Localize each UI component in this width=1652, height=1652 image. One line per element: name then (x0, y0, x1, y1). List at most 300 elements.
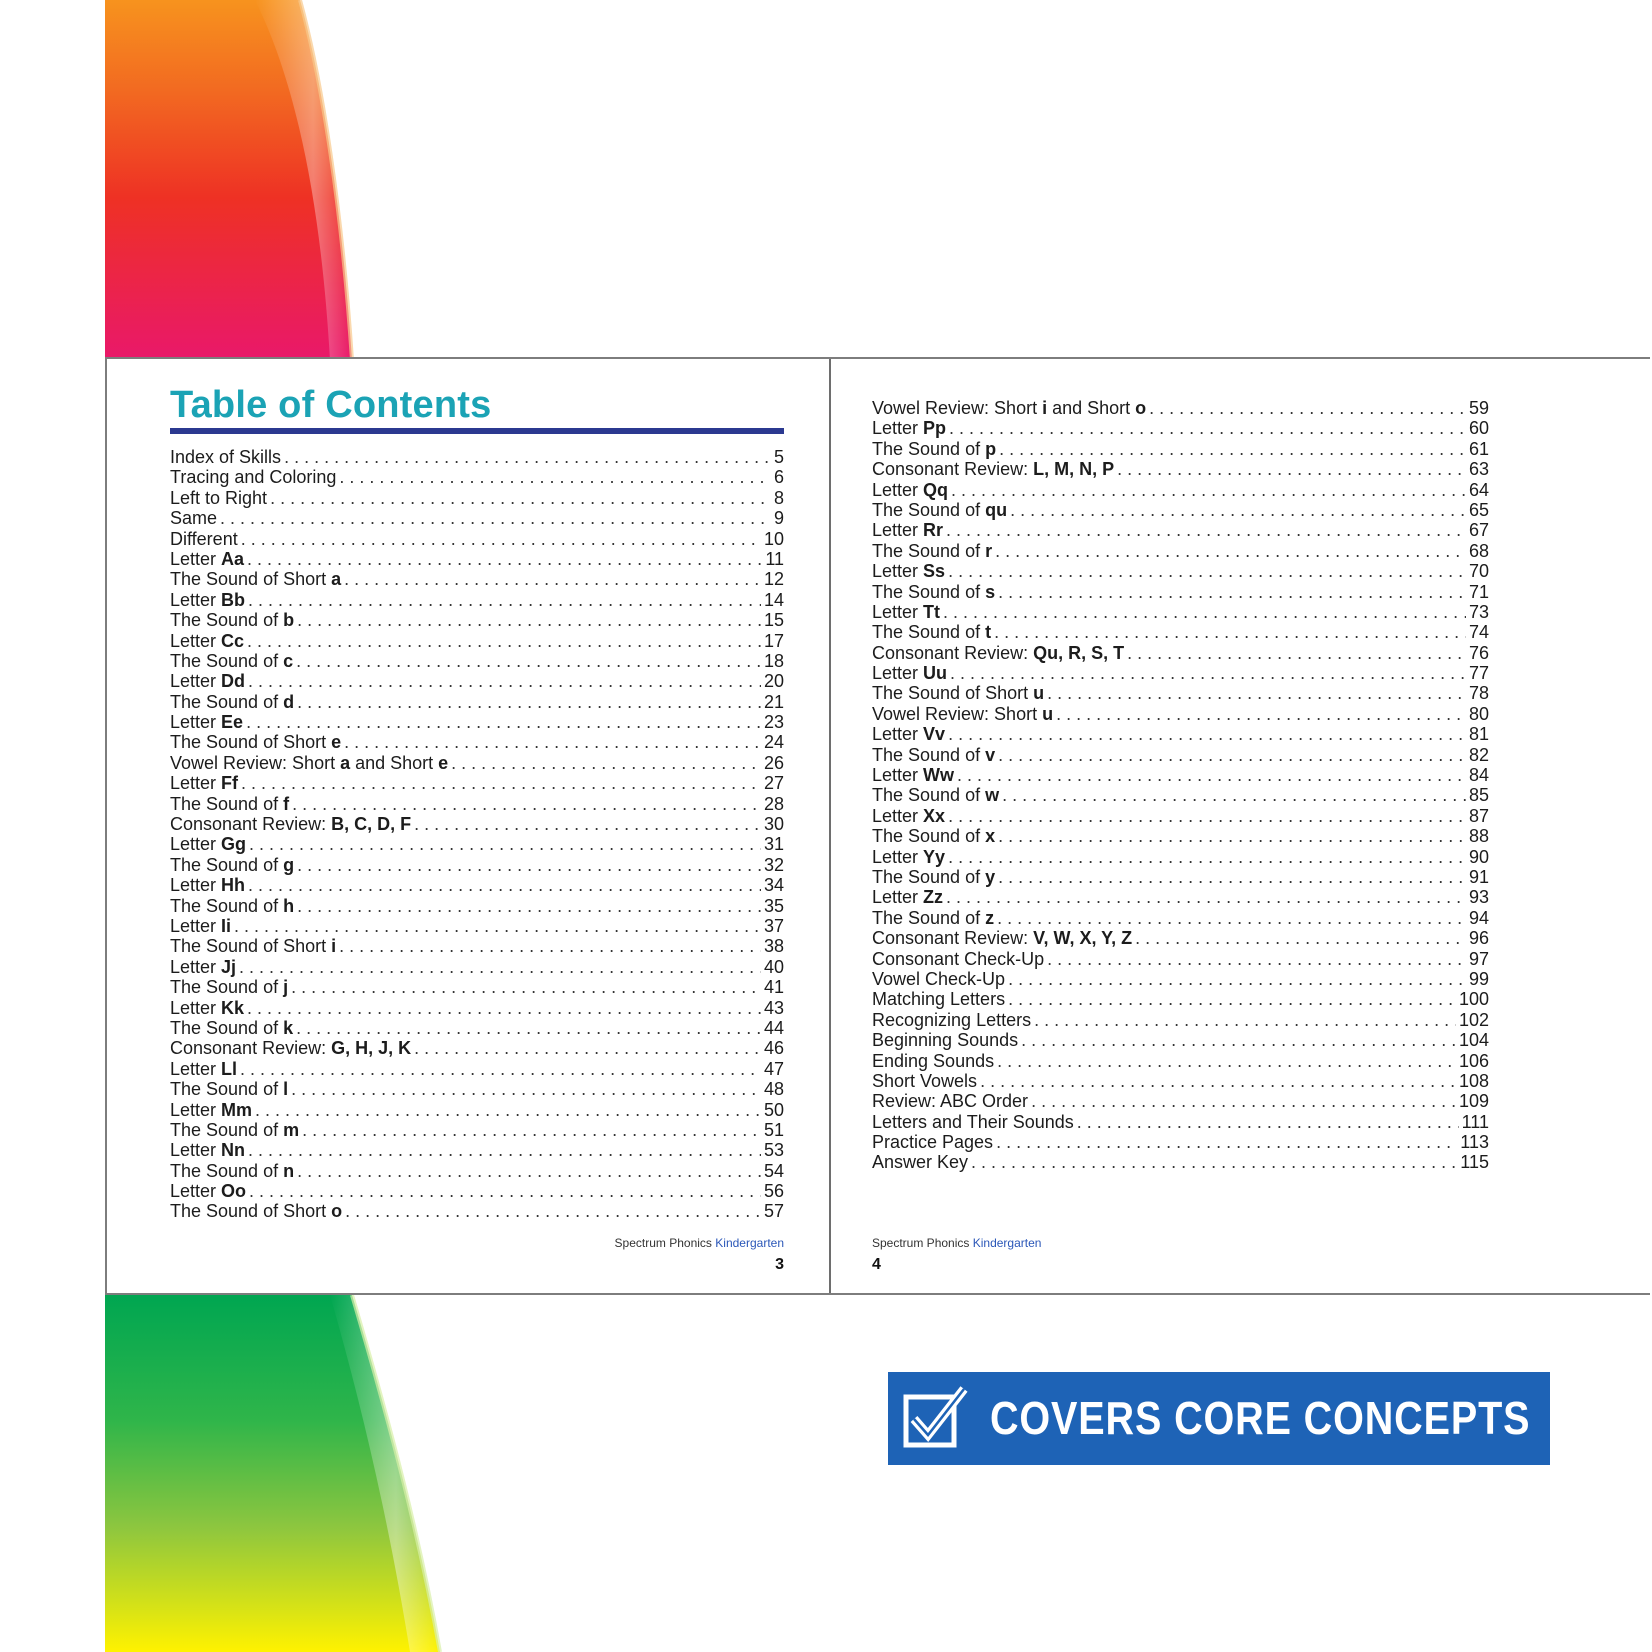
dot-leader (414, 1038, 761, 1058)
toc-entry-emphasis: Bb (221, 589, 246, 610)
toc-entry-label (872, 785, 999, 805)
dot-leader (220, 508, 771, 528)
toc-entry (170, 549, 784, 569)
toc-entry (872, 520, 1489, 540)
footer-series: Spectrum Phonics (872, 1236, 970, 1250)
toc-entry-emphasis: w (985, 785, 1000, 806)
toc-entry-text: and Short (350, 752, 439, 773)
toc-entry-text: The Sound of (170, 1017, 284, 1038)
toc-entry-page: 80 (1468, 703, 1489, 724)
toc-entry-label (872, 480, 948, 500)
footer-grade: Kindergarten (972, 1236, 1042, 1250)
toc-entry (872, 745, 1489, 765)
toc-entry-text: Vowel Check-Up (872, 968, 1006, 989)
toc-entry-page: 30 (763, 814, 784, 835)
toc-entry-text: The Sound of (170, 650, 284, 671)
dot-leader (1002, 785, 1466, 805)
toc-entry-emphasis: h (283, 895, 295, 916)
dot-leader (339, 467, 771, 487)
toc-entry-page: 90 (1468, 846, 1489, 867)
toc-entry-page: 88 (1468, 826, 1489, 847)
toc-entry-label (872, 826, 995, 846)
toc-entry-emphasis: y (985, 866, 996, 887)
toc-entry-page: 104 (1458, 1030, 1489, 1051)
toc-entry-text: Different (170, 528, 238, 549)
toc-entry-page: 14 (763, 589, 784, 610)
toc-entry-page: 41 (763, 977, 784, 998)
toc-entry-page: 100 (1458, 989, 1489, 1010)
dot-leader (1077, 1112, 1459, 1132)
toc-entry-emphasis: Oo (221, 1181, 247, 1202)
toc-entry-label (872, 582, 995, 602)
toc-entry-label (872, 1010, 1031, 1030)
dot-leader (1135, 928, 1466, 948)
dot-leader (943, 602, 1466, 622)
dot-leader (1021, 1030, 1456, 1050)
toc-entry-text: Letter (170, 875, 222, 896)
toc-entry (872, 806, 1489, 826)
toc-entry-page: 70 (1468, 561, 1489, 582)
toc-entry-label (170, 896, 294, 916)
dot-leader (1149, 398, 1466, 418)
toc-entry-text: The Sound of (872, 499, 986, 520)
badge-text: COVERS CORE CONCEPTS (990, 1392, 1531, 1444)
toc-entry-text: Letter (170, 1099, 222, 1120)
toc-entry-page: 18 (763, 650, 784, 671)
toc-entry-label (872, 683, 1044, 703)
toc-entry-page: 56 (763, 1181, 784, 1202)
toc-entry-label (170, 1201, 342, 1221)
toc-entry-text: The Sound of Short (170, 732, 332, 753)
dot-leader (239, 957, 761, 977)
toc-entry (170, 977, 784, 997)
toc-entry (170, 590, 784, 610)
toc-entry-page: 12 (763, 569, 784, 590)
toc-entry-label (170, 773, 238, 793)
toc-entry-emphasis: j (283, 977, 289, 998)
toc-entry-label (170, 447, 281, 467)
toc-entry-label (872, 459, 1114, 479)
toc-entry-text: Consonant Review: (170, 1038, 332, 1059)
dot-leader (296, 651, 761, 671)
toc-entry (872, 1152, 1489, 1172)
toc-entry-emphasis: Zz (923, 887, 944, 908)
toc-entry-text: Consonant Review: (872, 928, 1034, 949)
toc-entry-emphasis: a (340, 752, 351, 773)
toc-entry-label (170, 569, 341, 589)
toc-entry-emphasis: v (985, 744, 996, 765)
toc-entry-label (170, 1100, 252, 1120)
toc-entry-label (170, 590, 245, 610)
toc-entry-emphasis: o (331, 1201, 343, 1222)
toc-entry-page: 84 (1468, 765, 1489, 786)
toc-entry-emphasis: p (985, 438, 997, 459)
toc-entry-emphasis: Jj (221, 956, 237, 977)
toc-entry-text: Letter (170, 915, 222, 936)
toc-entry-text: Letter (872, 765, 924, 786)
toc-entry-label (170, 855, 294, 875)
toc-entry-label (170, 1120, 299, 1140)
toc-entry-label (872, 1132, 993, 1152)
toc-entry (170, 1161, 784, 1181)
toc-entry-emphasis: Ff (221, 773, 239, 794)
toc-entry-label (872, 765, 954, 785)
dot-leader (994, 622, 1466, 642)
toc-entry-page: 57 (763, 1201, 784, 1222)
toc-list-left (170, 447, 784, 1222)
toc-entry-text: Letter (170, 630, 222, 651)
toc-entry-page: 64 (1468, 479, 1489, 500)
toc-entry-page: 97 (1468, 948, 1489, 969)
toc-entry (872, 785, 1489, 805)
toc-entry-emphasis: Uu (923, 663, 948, 684)
dot-leader (297, 855, 761, 875)
toc-entry-emphasis: qu (985, 499, 1008, 520)
book-spread (105, 357, 1650, 1295)
toc-list-right (872, 398, 1489, 1173)
toc-entry-text: Review: ABC Order (872, 1091, 1029, 1112)
toc-entry-page: 40 (763, 956, 784, 977)
toc-entry (170, 794, 784, 814)
dot-leader (1127, 643, 1466, 663)
toc-entry (170, 957, 784, 977)
toc-entry-emphasis: Dd (221, 671, 246, 692)
toc-entry-page: 77 (1468, 663, 1489, 684)
toc-entry-label (872, 602, 940, 622)
toc-entry-page: 76 (1468, 642, 1489, 663)
toc-entry (170, 631, 784, 651)
dot-leader (1008, 989, 1456, 1009)
toc-entry-text: The Sound of Short (170, 936, 332, 957)
toc-entry-page: 53 (763, 1140, 784, 1161)
toc-entry-label (170, 712, 243, 732)
toc-entry-label (872, 745, 995, 765)
toc-entry-emphasis: G, H, J, K (331, 1038, 412, 1059)
toc-entry-label (872, 1051, 994, 1071)
dot-leader (946, 520, 1466, 540)
toc-entry-page: 10 (763, 528, 784, 549)
toc-entry-text: The Sound of (170, 1160, 284, 1181)
dot-leader (957, 765, 1466, 785)
page-number-right: 4 (872, 1256, 881, 1273)
toc-entry (170, 712, 784, 732)
dot-leader (950, 663, 1466, 683)
dot-leader (998, 826, 1466, 846)
dot-leader (980, 1071, 1456, 1091)
toc-entry-label (170, 957, 236, 977)
toc-entry (170, 753, 784, 773)
toc-entry-text: Letter (170, 712, 222, 733)
dot-leader (297, 692, 761, 712)
toc-entry-label (872, 969, 1005, 989)
toc-entry-label (170, 671, 245, 691)
toc-entry-emphasis: d (283, 691, 295, 712)
toc-entry (170, 834, 784, 854)
toc-entry-label (872, 806, 945, 826)
toc-entry-text: Letter (170, 589, 222, 610)
toc-entry (872, 602, 1489, 622)
dot-leader (1047, 949, 1466, 969)
toc-entry-page: 28 (763, 793, 784, 814)
toc-entry-text: Index of Skills (170, 447, 282, 467)
toc-entry (872, 683, 1489, 703)
toc-entry-label (872, 908, 994, 928)
toc-entry-emphasis: k (283, 1017, 294, 1038)
dot-leader (1034, 1010, 1456, 1030)
footer-series: Spectrum Phonics (614, 1236, 712, 1250)
toc-entry-emphasis: Tt (923, 601, 941, 622)
toc-entry-label (872, 418, 946, 438)
dot-leader (948, 561, 1466, 581)
toc-entry-emphasis: Aa (221, 548, 245, 569)
toc-entry-page: 73 (1468, 601, 1489, 622)
dot-leader (255, 1100, 761, 1120)
toc-entry-text: The Sound of (170, 793, 284, 814)
dot-leader (296, 1018, 761, 1038)
toc-entry-label (170, 1059, 237, 1079)
toc-entry-emphasis: L, M, N, P (1033, 459, 1115, 480)
toc-entry (872, 1030, 1489, 1050)
dot-leader (291, 1079, 761, 1099)
toc-entry-label (872, 398, 1146, 418)
toc-entry-text: Letter (170, 956, 222, 977)
toc-entry (872, 989, 1489, 1009)
toc-entry-page: 8 (773, 487, 784, 508)
dot-leader (995, 541, 1466, 561)
toc-entry-label (872, 1091, 1028, 1111)
dot-leader (997, 908, 1466, 928)
toc-entry (170, 1059, 784, 1079)
toc-entry-text: The Sound of (170, 1079, 284, 1100)
toc-entry (170, 855, 784, 875)
toc-entry-page: 63 (1468, 459, 1489, 480)
toc-entry-emphasis: r (985, 540, 993, 561)
dot-leader (345, 1201, 761, 1221)
toc-entry-label (170, 834, 246, 854)
toc-entry (170, 814, 784, 834)
dot-leader (292, 794, 761, 814)
toc-entry-emphasis: a (331, 569, 342, 590)
toc-entry-emphasis: s (985, 581, 996, 602)
toc-entry-emphasis: m (283, 1119, 300, 1140)
dot-leader (241, 773, 761, 793)
toc-entry-label (170, 1181, 246, 1201)
toc-entry (170, 610, 784, 630)
toc-entry (170, 936, 784, 956)
toc-entry-page: 17 (763, 630, 784, 651)
toc-entry (872, 398, 1489, 418)
toc-entry-page: 61 (1468, 438, 1489, 459)
toc-entry-page: 46 (763, 1038, 784, 1059)
toc-entry-label (872, 847, 945, 867)
toc-entry (170, 651, 784, 671)
toc-entry (170, 1038, 784, 1058)
toc-entry (872, 541, 1489, 561)
toc-entry (872, 418, 1489, 438)
toc-entry (170, 1201, 784, 1221)
toc-entry-page: 109 (1458, 1091, 1489, 1112)
toc-entry-text: The Sound of (872, 540, 986, 561)
toc-entry-emphasis: Cc (221, 630, 245, 651)
toc-entry-emphasis: Pp (923, 418, 947, 439)
toc-entry (872, 1071, 1489, 1091)
dot-leader (339, 936, 761, 956)
dot-leader (948, 847, 1466, 867)
toc-entry-text: Practice Pages (872, 1132, 994, 1153)
toc-entry-emphasis: t (985, 622, 992, 643)
toc-entry (872, 1051, 1489, 1071)
toc-entry-text: The Sound of (872, 866, 986, 887)
toc-entry-emphasis: Xx (923, 805, 946, 826)
toc-entry-page: 50 (763, 1099, 784, 1120)
toc-entry (872, 480, 1489, 500)
dot-leader (297, 1161, 761, 1181)
dot-leader (1117, 459, 1466, 479)
toc-entry-text: The Sound of (170, 895, 284, 916)
toc-entry-page: 26 (763, 752, 784, 773)
toc-entry-label (170, 794, 289, 814)
dot-leader (302, 1120, 761, 1140)
dot-leader (297, 896, 761, 916)
toc-entry-emphasis: Gg (221, 834, 247, 855)
toc-entry-page: 9 (773, 508, 784, 529)
toc-entry-text: The Sound of (170, 610, 284, 631)
toc-entry-text: The Sound of (170, 977, 284, 998)
dot-leader (249, 834, 761, 854)
toc-entry (872, 582, 1489, 602)
toc-entry-label (872, 1071, 977, 1091)
toc-entry-page: 38 (763, 936, 784, 957)
toc-entry-label (170, 467, 336, 487)
dot-leader (1047, 683, 1466, 703)
toc-entry-label (872, 561, 945, 581)
toc-entry (872, 500, 1489, 520)
toc-entry-emphasis: l (283, 1079, 289, 1100)
toc-entry-text: Letter (872, 887, 924, 908)
toc-entry-label (170, 753, 448, 773)
toc-entry-page: 27 (763, 773, 784, 794)
toc-entry-text: and Short (1047, 398, 1136, 418)
toc-entry-label (872, 989, 1005, 1009)
toc-entry (872, 908, 1489, 928)
toc-entry-emphasis: Ss (923, 561, 946, 582)
toc-entry-text: Consonant Review: (872, 459, 1034, 480)
toc-entry-page: 67 (1468, 520, 1489, 541)
toc-entry-label (872, 928, 1132, 948)
toc-entry-label (170, 998, 244, 1018)
toc-entry (170, 508, 784, 528)
toc-entry (170, 732, 784, 752)
toc-entry (872, 847, 1489, 867)
dot-leader (297, 610, 761, 630)
toc-entry-emphasis: Mm (221, 1099, 253, 1120)
toc-entry (872, 887, 1489, 907)
dot-leader (248, 1140, 761, 1160)
toc-entry-label (872, 704, 1053, 724)
toc-entry-page: 65 (1468, 499, 1489, 520)
toc-entry-page: 23 (763, 712, 784, 733)
toc-entry-page: 60 (1468, 418, 1489, 439)
toc-entry-label (170, 529, 238, 549)
toc-entry-page: 5 (773, 447, 784, 467)
toc-entry-emphasis: u (1042, 703, 1054, 724)
toc-entry-emphasis: Yy (923, 846, 946, 867)
toc-entry-text: Letter (170, 1181, 222, 1202)
toc-entry-page: 108 (1458, 1070, 1489, 1091)
toc-entry-emphasis: b (283, 610, 295, 631)
toc-entry (872, 622, 1489, 642)
toc-entry (872, 663, 1489, 683)
toc-entry-emphasis: n (283, 1160, 295, 1181)
toc-entry (872, 459, 1489, 479)
toc-entry (872, 1132, 1489, 1152)
toc-entry-text: Letter (170, 1140, 222, 1161)
toc-entry (170, 916, 784, 936)
toc-entry-page: 21 (763, 691, 784, 712)
dot-leader (246, 712, 761, 732)
toc-entry-page: 102 (1458, 1009, 1489, 1030)
toc-entry-page: 48 (763, 1079, 784, 1100)
dot-leader (951, 480, 1466, 500)
toc-entry-text: Beginning Sounds (872, 1030, 1019, 1051)
toc-entry-page: 113 (1460, 1132, 1489, 1153)
dot-leader (249, 1181, 761, 1201)
toc-entry (872, 928, 1489, 948)
toc-entry-page: 96 (1468, 928, 1489, 949)
toc-entry-text: Short Vowels (872, 1070, 978, 1091)
toc-entry-page: 85 (1468, 785, 1489, 806)
toc-entry (170, 488, 784, 508)
toc-entry-text: The Sound of (170, 1119, 284, 1140)
toc-entry-emphasis: Kk (221, 997, 245, 1018)
covers-core-concepts-badge (888, 1372, 1550, 1465)
toc-entry-label (170, 814, 411, 834)
toc-entry-page: 37 (763, 915, 784, 936)
toc-entry (872, 439, 1489, 459)
toc-entry-text: The Sound of (872, 744, 986, 765)
toc-entry (170, 671, 784, 691)
toc-entry-text: The Sound of (872, 907, 986, 928)
toc-entry (872, 724, 1489, 744)
toc-entry (872, 704, 1489, 724)
toc-entry-emphasis: Qu, R, S, T (1033, 642, 1125, 663)
toc-entry-page: 74 (1468, 622, 1489, 643)
toc-entry-page: 11 (765, 548, 784, 569)
toc-entry-emphasis: f (283, 793, 290, 814)
toc-entry-page: 81 (1468, 724, 1489, 745)
toc-entry-label (170, 508, 217, 528)
toc-entry-page: 106 (1458, 1050, 1489, 1071)
toc-entry (872, 643, 1489, 663)
toc-entry-label (872, 867, 995, 887)
toc-entry-page: 111 (1461, 1111, 1489, 1132)
toc-entry-label (872, 500, 1007, 520)
toc-entry-page: 54 (763, 1160, 784, 1181)
toc-entry-page: 87 (1468, 805, 1489, 826)
dot-leader (240, 1059, 761, 1079)
toc-entry (170, 1100, 784, 1120)
toc-entry-text: Letter (170, 671, 222, 692)
toc-entry-emphasis: i (1042, 398, 1048, 418)
toc-entry-text: The Sound of Short (872, 683, 1034, 704)
dot-leader (451, 753, 761, 773)
toc-entry-emphasis: i (331, 936, 337, 957)
toc-entry-emphasis: Ee (221, 712, 244, 733)
toc-entry-label (170, 488, 267, 508)
toc-entry-emphasis: Nn (221, 1140, 246, 1161)
toc-entry-text: The Sound of (872, 438, 986, 459)
dot-leader (999, 439, 1466, 459)
